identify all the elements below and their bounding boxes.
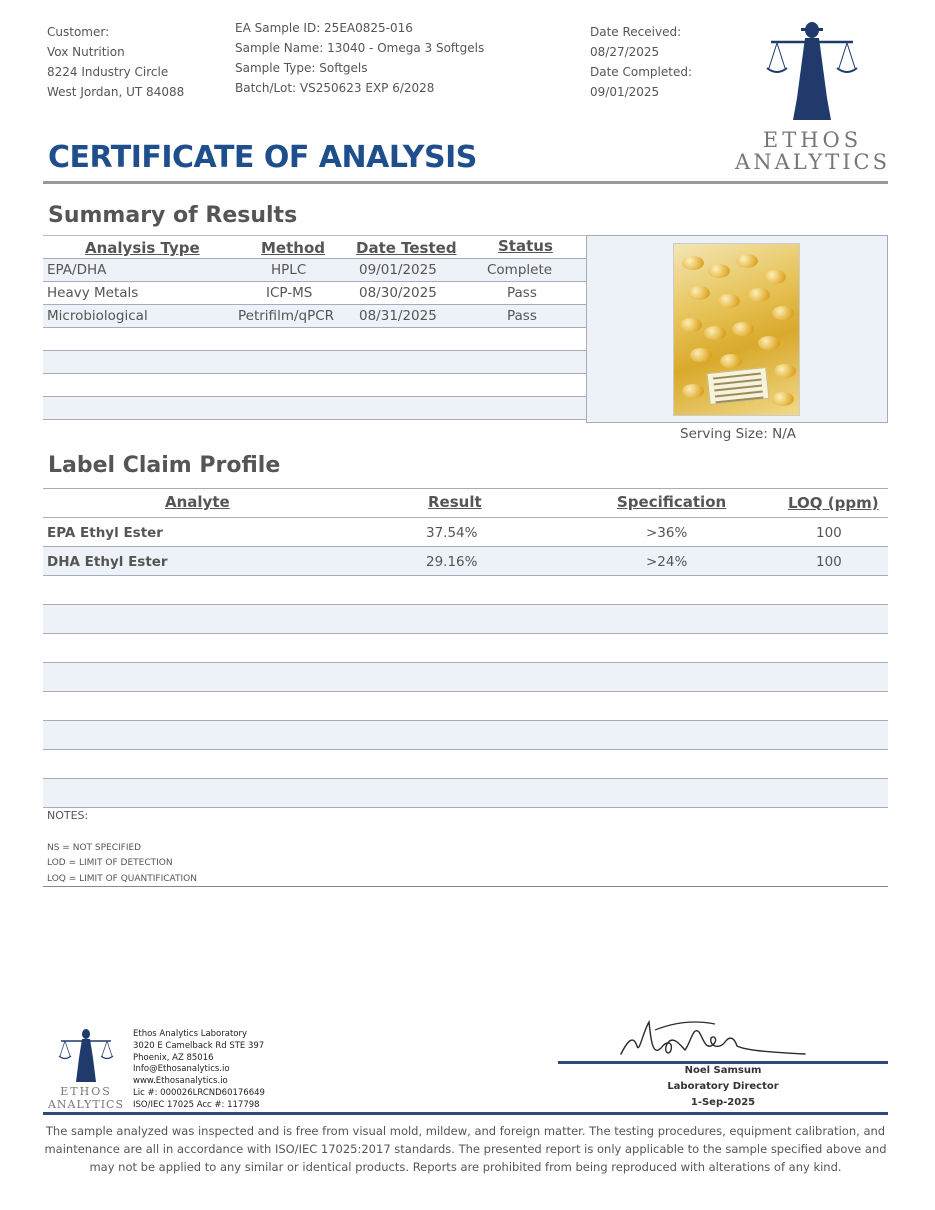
status-cell: Pass	[507, 285, 537, 301]
header-analysis-type: Analysis Type	[85, 239, 200, 257]
sample-id: EA Sample ID: 25EA0825-016	[235, 21, 413, 35]
header-specification: Specification	[617, 493, 727, 511]
date-received-label: Date Received:	[590, 25, 682, 39]
loq-cell: 100	[816, 554, 842, 570]
table-row-empty	[43, 721, 888, 750]
lab-contact-block	[133, 1029, 265, 1112]
signatory-date: 1-Sep-2025	[690, 1097, 756, 1108]
status-cell: Pass	[507, 308, 537, 324]
table-row-empty	[43, 328, 586, 351]
label-claim-heading: Label Claim Profile	[48, 453, 281, 478]
table-row-empty	[43, 634, 888, 663]
lab-email: Info@Ethosanalytics.io	[133, 1064, 230, 1075]
customer-address-line1: 8224 Industry Circle	[47, 65, 169, 79]
logo-text-analytics: ANALYTICS	[735, 150, 890, 174]
bag-label	[706, 367, 769, 405]
serving-size: Serving Size: N/A	[680, 426, 797, 442]
header-analyte: Analyte	[165, 493, 230, 511]
table-row	[43, 547, 888, 576]
label-claim-header-row	[43, 489, 888, 518]
method-cell: ICP-MS	[266, 285, 313, 301]
result-cell: 29.16%	[426, 554, 478, 570]
table-row	[43, 282, 586, 305]
analyte-cell: EPA Ethyl Ester	[47, 525, 163, 541]
method-cell: HPLC	[271, 262, 307, 278]
method-cell: Petrifilm/qPCR	[238, 308, 335, 324]
loq-cell: 100	[816, 525, 842, 541]
table-row-empty	[43, 374, 586, 397]
header-date-tested: Date Tested	[356, 239, 457, 257]
date-received: 08/27/2025	[590, 45, 660, 59]
sample-type: Sample Type: Softgels	[235, 61, 368, 75]
lab-website: www.Ethosanalytics.io	[133, 1076, 228, 1087]
specification-cell: >24%	[646, 554, 688, 570]
header-result: Result	[428, 493, 482, 511]
signature-line	[558, 1061, 888, 1064]
note-loq: LOQ = LIMIT OF QUANTIFICATION	[47, 874, 197, 884]
lab-city: Phoenix, AZ 85016	[133, 1052, 214, 1063]
table-row-empty	[43, 663, 888, 692]
header-status: Status	[498, 237, 553, 255]
table-row-empty	[43, 351, 586, 374]
disclaimer-text: The sample analyzed was inspected and is free from visual mold, mildew, and foreign matter. The testing procedures, equipment calibration, and maintenance are all in accordance with ISO/IEC 17025:2017 standards. The presented report is only applicable to the sample specified above and may not be applied to any similar or identical products. Reports are prohibited from being reproduced with alterations of any kind.	[44, 1124, 887, 1174]
label-claim-table	[43, 488, 888, 808]
customer-address-line2: West Jordan, UT 84088	[47, 85, 185, 99]
result-cell: 37.54%	[426, 525, 478, 541]
signatory-role: Laboratory Director	[667, 1081, 779, 1092]
lab-license: Lic #: 000026LRCND60176649	[133, 1087, 265, 1098]
footer-logo-text-ethos: ETHOS	[60, 1085, 112, 1098]
analyte-cell: DHA Ethyl Ester	[47, 554, 168, 570]
notes-divider	[43, 886, 888, 887]
page-title: CERTIFICATE OF ANALYSIS	[48, 140, 477, 175]
title-divider	[43, 181, 888, 184]
summary-table	[43, 235, 586, 420]
note-lod: LOD = LIMIT OF DETECTION	[47, 858, 173, 868]
table-row	[43, 259, 586, 282]
sample-block	[235, 18, 484, 98]
lab-name: Ethos Analytics Laboratory	[133, 1029, 248, 1039]
specification-cell: >36%	[646, 525, 688, 541]
logo-text-ethos: ETHOS	[762, 128, 863, 152]
footer-logo-text-analytics: ANALYTICS	[47, 1098, 124, 1111]
analysis-type-cell: EPA/DHA	[47, 262, 107, 278]
ethos-logo	[735, 18, 890, 178]
status-cell: Complete	[487, 262, 553, 278]
sample-photo	[673, 243, 800, 416]
summary-header-row	[43, 236, 586, 259]
date-tested-cell: 09/01/2025	[359, 262, 437, 278]
customer-label: Customer:	[47, 25, 110, 39]
scales-justice-icon	[43, 1026, 129, 1084]
table-row	[43, 518, 888, 547]
date-completed-label: Date Completed:	[590, 65, 692, 79]
notes-label: NOTES:	[47, 809, 89, 822]
signatory-name: Noel Samsum	[684, 1065, 762, 1076]
header-method: Method	[261, 239, 325, 257]
footer-logo	[43, 1026, 129, 1112]
table-row-empty	[43, 750, 888, 779]
note-ns: NS = NOT SPECIFIED	[47, 843, 142, 853]
table-row-empty	[43, 779, 888, 808]
date-tested-cell: 08/31/2025	[359, 308, 437, 324]
sample-name: Sample Name: 13040 - Omega 3 Softgels	[235, 41, 485, 55]
lab-iso: ISO/IEC 17025 Acc #: 117798	[133, 1099, 260, 1110]
table-row-empty	[43, 692, 888, 721]
header-loq: LOQ (ppm)	[788, 494, 879, 512]
table-row-empty	[43, 397, 586, 420]
scales-justice-icon	[735, 18, 890, 128]
lab-street: 3020 E Camelback Rd STE 397	[133, 1040, 265, 1051]
table-row-empty	[43, 576, 888, 605]
dates-block	[590, 22, 692, 102]
date-completed: 09/01/2025	[590, 85, 660, 99]
customer-block	[47, 22, 184, 102]
table-row-empty	[43, 605, 888, 634]
analysis-type-cell: Heavy Metals	[47, 285, 139, 301]
sample-batch: Batch/Lot: VS250623 EXP 6/2028	[235, 81, 435, 95]
date-tested-cell: 08/30/2025	[359, 285, 437, 301]
table-row	[43, 305, 586, 328]
analysis-type-cell: Microbiological	[47, 308, 148, 324]
footer-divider	[43, 1112, 888, 1115]
signature-image	[615, 1012, 815, 1064]
customer-name: Vox Nutrition	[47, 45, 125, 59]
summary-heading: Summary of Results	[48, 203, 298, 228]
sample-photo-panel	[586, 235, 888, 423]
